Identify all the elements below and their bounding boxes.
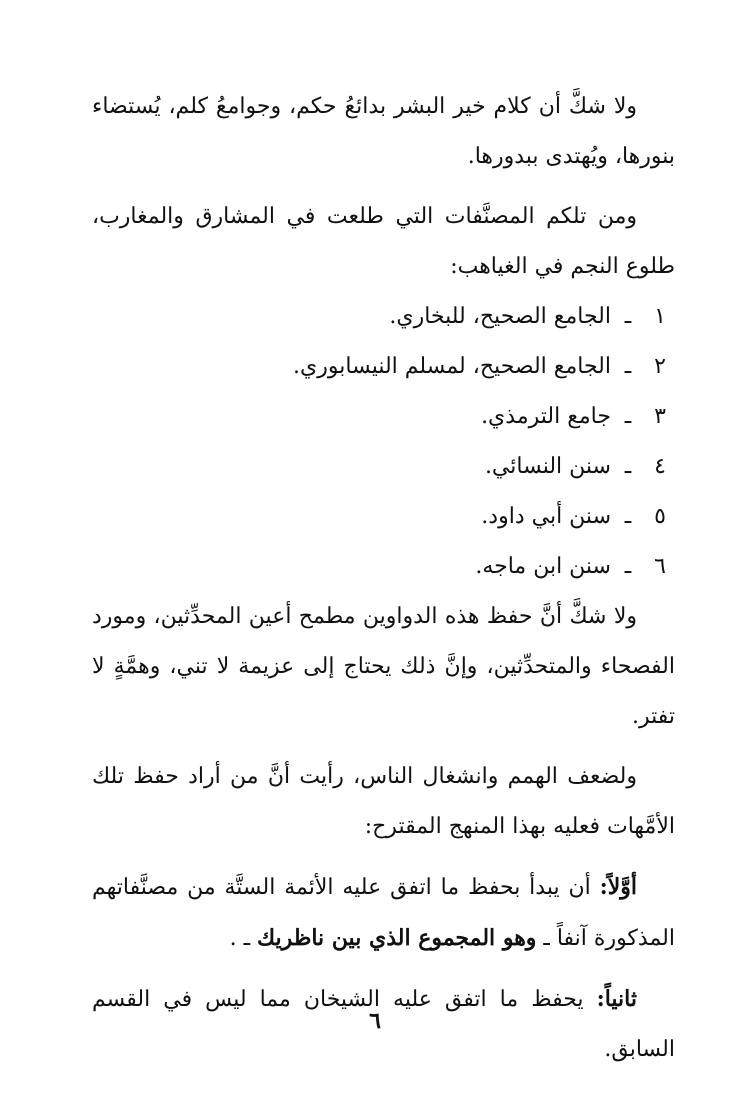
list-item-dash: ـ <box>624 504 632 529</box>
method-intro-paragraph: ولضعف الهمم وانشغال الناس، رأيت أنَّ من أراد حفظ تلك الأمَّهات فعليه بهذا المنهج المقترح: <box>92 764 675 839</box>
list-item-title: الجامع الصحيح، لمسلم النيسابوري. <box>293 354 611 379</box>
books-intro-paragraph: ومن تلكم المصنَّفات التي طلعت في المشارق والمغارب، طلوع النجم في الغياهب: <box>92 204 675 279</box>
step-one-bold-text: وهو المجموع الذي بين ناظريك <box>257 925 537 951</box>
paragraph-gap <box>92 742 675 752</box>
memorization-paragraph: ولا شكَّ أنَّ حفظ هذه الدواوين مطمح أعين المحدِّثين، ومورد الفصحاء والمتحدِّثين، وإنَّ ذلك يحتاج إلى عزيمة لا تني، وهمَّةٍ لا تفتر. <box>92 604 675 729</box>
list-item-dash: ـ <box>624 304 632 329</box>
list-item-dash: ـ <box>624 554 632 579</box>
list-item-number: ٣ <box>654 404 666 429</box>
list-item-title: سنن ابن ماجه. <box>475 554 611 579</box>
step-two-text: يحفظ ما اتفق عليه الشيخان مما ليس في القسم السابق. <box>92 987 675 1062</box>
list-item-number: ١ <box>654 304 666 329</box>
list-item-number: ٥ <box>654 504 666 529</box>
list-item-title: الجامع الصحيح، للبخاري. <box>389 304 611 329</box>
list-item <box>92 392 675 442</box>
list-item-number: ٢ <box>654 354 666 379</box>
list-item-title: سنن النسائي. <box>484 454 611 479</box>
step-one-text: أن يبدأ بحفظ ما اتفق عليه الأئمة الستَّة من مصنَّفاتهم المذكورة آنفاً ـ <box>92 875 675 951</box>
list-item-dash: ـ <box>624 404 632 429</box>
paragraph-gap <box>92 964 675 974</box>
list-item <box>92 292 675 342</box>
list-item-title: جامع الترمذي. <box>481 404 611 429</box>
step-one-end: ـ . <box>229 926 258 951</box>
step-one-paragraph <box>92 862 675 964</box>
paragraph-gap <box>92 182 675 192</box>
step-one-label: أوَّلاً: <box>599 874 637 900</box>
list-item <box>92 442 675 492</box>
list-item <box>92 542 675 592</box>
list-item-dash: ـ <box>624 354 632 379</box>
list-item-dash: ـ <box>624 454 632 479</box>
list-item-title: سنن أبي داود. <box>481 504 611 529</box>
list-item-number: ٤ <box>654 454 666 479</box>
intro-paragraph: ولا شكَّ أن كلام خير البشر بدائعُ حكم، وجوامعُ كلم، يُستضاء بنورها، ويُهتدى ببدورها. <box>92 94 675 169</box>
page-body <box>92 82 675 1062</box>
paragraph-gap <box>92 852 675 862</box>
list-item-number: ٦ <box>654 554 666 579</box>
books-list <box>92 292 675 592</box>
step-two-label: ثانياً: <box>596 986 637 1012</box>
list-item <box>92 342 675 392</box>
list-item <box>92 492 675 542</box>
page-number: ٦ <box>369 1008 381 1034</box>
